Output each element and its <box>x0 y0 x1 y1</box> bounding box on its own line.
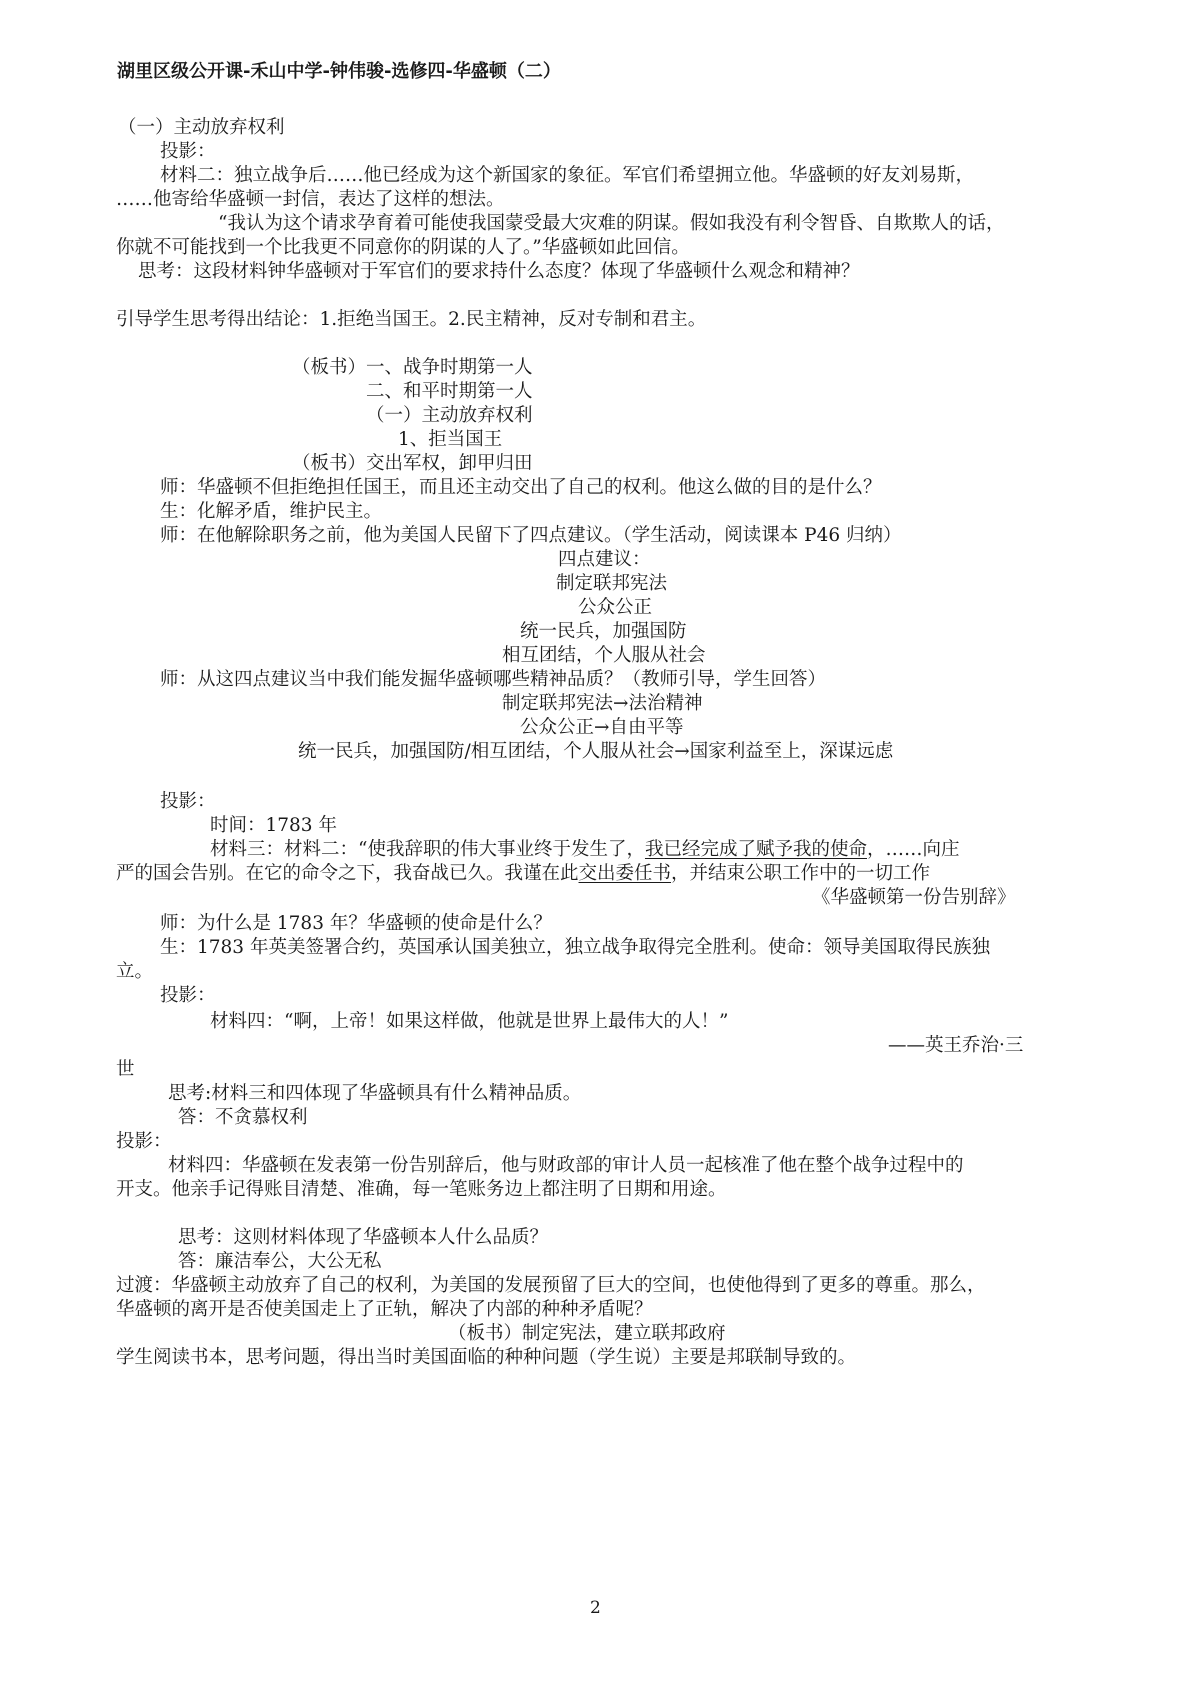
text-line: 学生阅读书本，思考问题，得出当时美国面临的种种问题（学生说）主要是邦联制导致的。 <box>116 1347 857 1368</box>
text-line: 开支。他亲手记得账目清楚、准确，每一笔账务边上都注明了日期和用途。 <box>116 1179 727 1200</box>
text-line: 生：化解矛盾，维护民主。 <box>160 501 383 522</box>
source-citation: ——英王乔治·三 <box>888 1035 1024 1056</box>
board-line: （板书）制定宪法，建立联邦政府 <box>448 1323 726 1344</box>
text-line: 华盛顿的离开是否使美国走上了正轨，解决了内部的种种矛盾呢？ <box>116 1299 653 1320</box>
text-line: 世 <box>116 1059 135 1080</box>
quality-line: 统一民兵，加强国防/相互团结，个人服从社会→国家利益至上，深谋远虑 <box>298 741 894 762</box>
quality-line: 公众公正→自由平等 <box>520 717 684 738</box>
board-line: 二、和平时期第一人 <box>366 381 533 402</box>
text-line: 师：从这四点建议当中我们能发掘华盛顿哪些精神品质？（教师引导，学生回答） <box>160 669 827 690</box>
text-line: 师：为什么是 1783 年？华盛顿的使命是什么？ <box>160 913 552 934</box>
text-line: 师：华盛顿不但拒绝担任国王，而且还主动交出了自己的权利。他这么做的目的是什么？ <box>160 477 882 498</box>
text-line: 时间：1783 年 <box>210 815 337 836</box>
section-heading: （一）主动放弃权利 <box>118 117 285 138</box>
quote-text: ，并结束公职工作中的一切工作 <box>671 863 931 884</box>
suggestion-item: 相互团结，个人服从社会 <box>502 645 706 666</box>
text-line: 答：不贪慕权利 <box>178 1107 308 1128</box>
text-line: 材料四：华盛顿在发表第一份告别辞后，他与财政部的审计人员一起核准了他在整个战争过程中的 <box>168 1155 964 1176</box>
text-line: 师：在他解除职务之前，他为美国人民留下了四点建议。（学生活动，阅读课本 P46 归纳） <box>160 525 902 546</box>
board-line: （一）主动放弃权利 <box>366 405 533 426</box>
board-line: 1、拒当国王 <box>398 429 503 450</box>
text-line: 材料二：独立战争后……他已经成为这个新国家的象征。军官们希望拥立他。华盛顿的好友刘易斯， <box>160 165 975 186</box>
underlined-text: 我已经完成了赋予我的使命 <box>644 839 867 860</box>
suggestion-title: 四点建议： <box>558 549 651 570</box>
text-line: 立。 <box>116 961 154 982</box>
quote-line: “我认为这个请求孕育着可能使我国蒙受最大灾难的阴谋。假如我没有利令智昏、自欺欺人的话， <box>218 213 1005 234</box>
board-line: （板书）交出军权，卸甲归田 <box>292 453 533 474</box>
page-number: 2 <box>590 1598 601 1618</box>
suggestion-item: 制定联邦宪法 <box>556 573 668 594</box>
suggestion-item: 统一民兵，加强国防 <box>520 621 687 642</box>
text-line: 思考：这段材料钟华盛顿对于军官们的要求持什么态度？体现了华盛顿什么观念和精神？ <box>138 261 860 282</box>
document-header: 湖里区级公开课-禾山中学-钟伟骏-选修四-华盛顿（二） <box>117 61 561 82</box>
text-line: 投影： <box>160 985 216 1006</box>
quote-line: 你就不可能找到一个比我更不同意你的阴谋的人了。”华盛顿如此回信。 <box>116 237 690 258</box>
text-line: 思考：这则材料体现了华盛顿本人什么品质？ <box>178 1227 549 1248</box>
underlined-text: 交出委任书 <box>578 863 672 884</box>
text-line: 投影： <box>116 1131 172 1152</box>
text-line: 投影： <box>160 141 216 162</box>
text-line: 生：1783 年英美签署合约，英国承认国美独立，独立战争取得完全胜利。使命：领导美国取得民族独 <box>160 937 990 958</box>
quote-line <box>210 838 960 862</box>
source-citation: 《华盛顿第一份告别辞》 <box>812 887 1016 908</box>
quote-text: 严的国会告别。在它的命令之下，我奋战已久。我谨在此 <box>116 863 579 884</box>
quote-text: 材料三：材料二：“使我辞职的伟大事业终于发生了， <box>210 839 645 860</box>
text-line: 过渡：华盛顿主动放弃了自己的权利，为美国的发展预留了巨大的空间，也使他得到了更多的尊重。那么， <box>116 1275 986 1296</box>
quality-line: 制定联邦宪法→法治精神 <box>502 693 703 714</box>
text-line: 答：廉洁奉公，大公无私 <box>178 1251 382 1272</box>
text-line: 引导学生思考得出结论：1.拒绝当国王。2.民主精神，反对专制和君主。 <box>116 309 707 330</box>
text-line: 投影： <box>160 791 216 812</box>
quote-line <box>116 862 930 886</box>
quote-text: ，……向庄 <box>866 839 960 860</box>
suggestion-item: 公众公正 <box>578 597 653 618</box>
quote-line: 材料四：“啊，上帝！如果这样做，他就是世界上最伟大的人！” <box>210 1011 729 1032</box>
board-line: （板书）一、战争时期第一人 <box>292 357 533 378</box>
text-line: 思考:材料三和四体现了华盛顿具有什么精神品质。 <box>168 1083 582 1104</box>
text-line: ……他寄给华盛顿一封信，表达了这样的想法。 <box>116 189 505 210</box>
